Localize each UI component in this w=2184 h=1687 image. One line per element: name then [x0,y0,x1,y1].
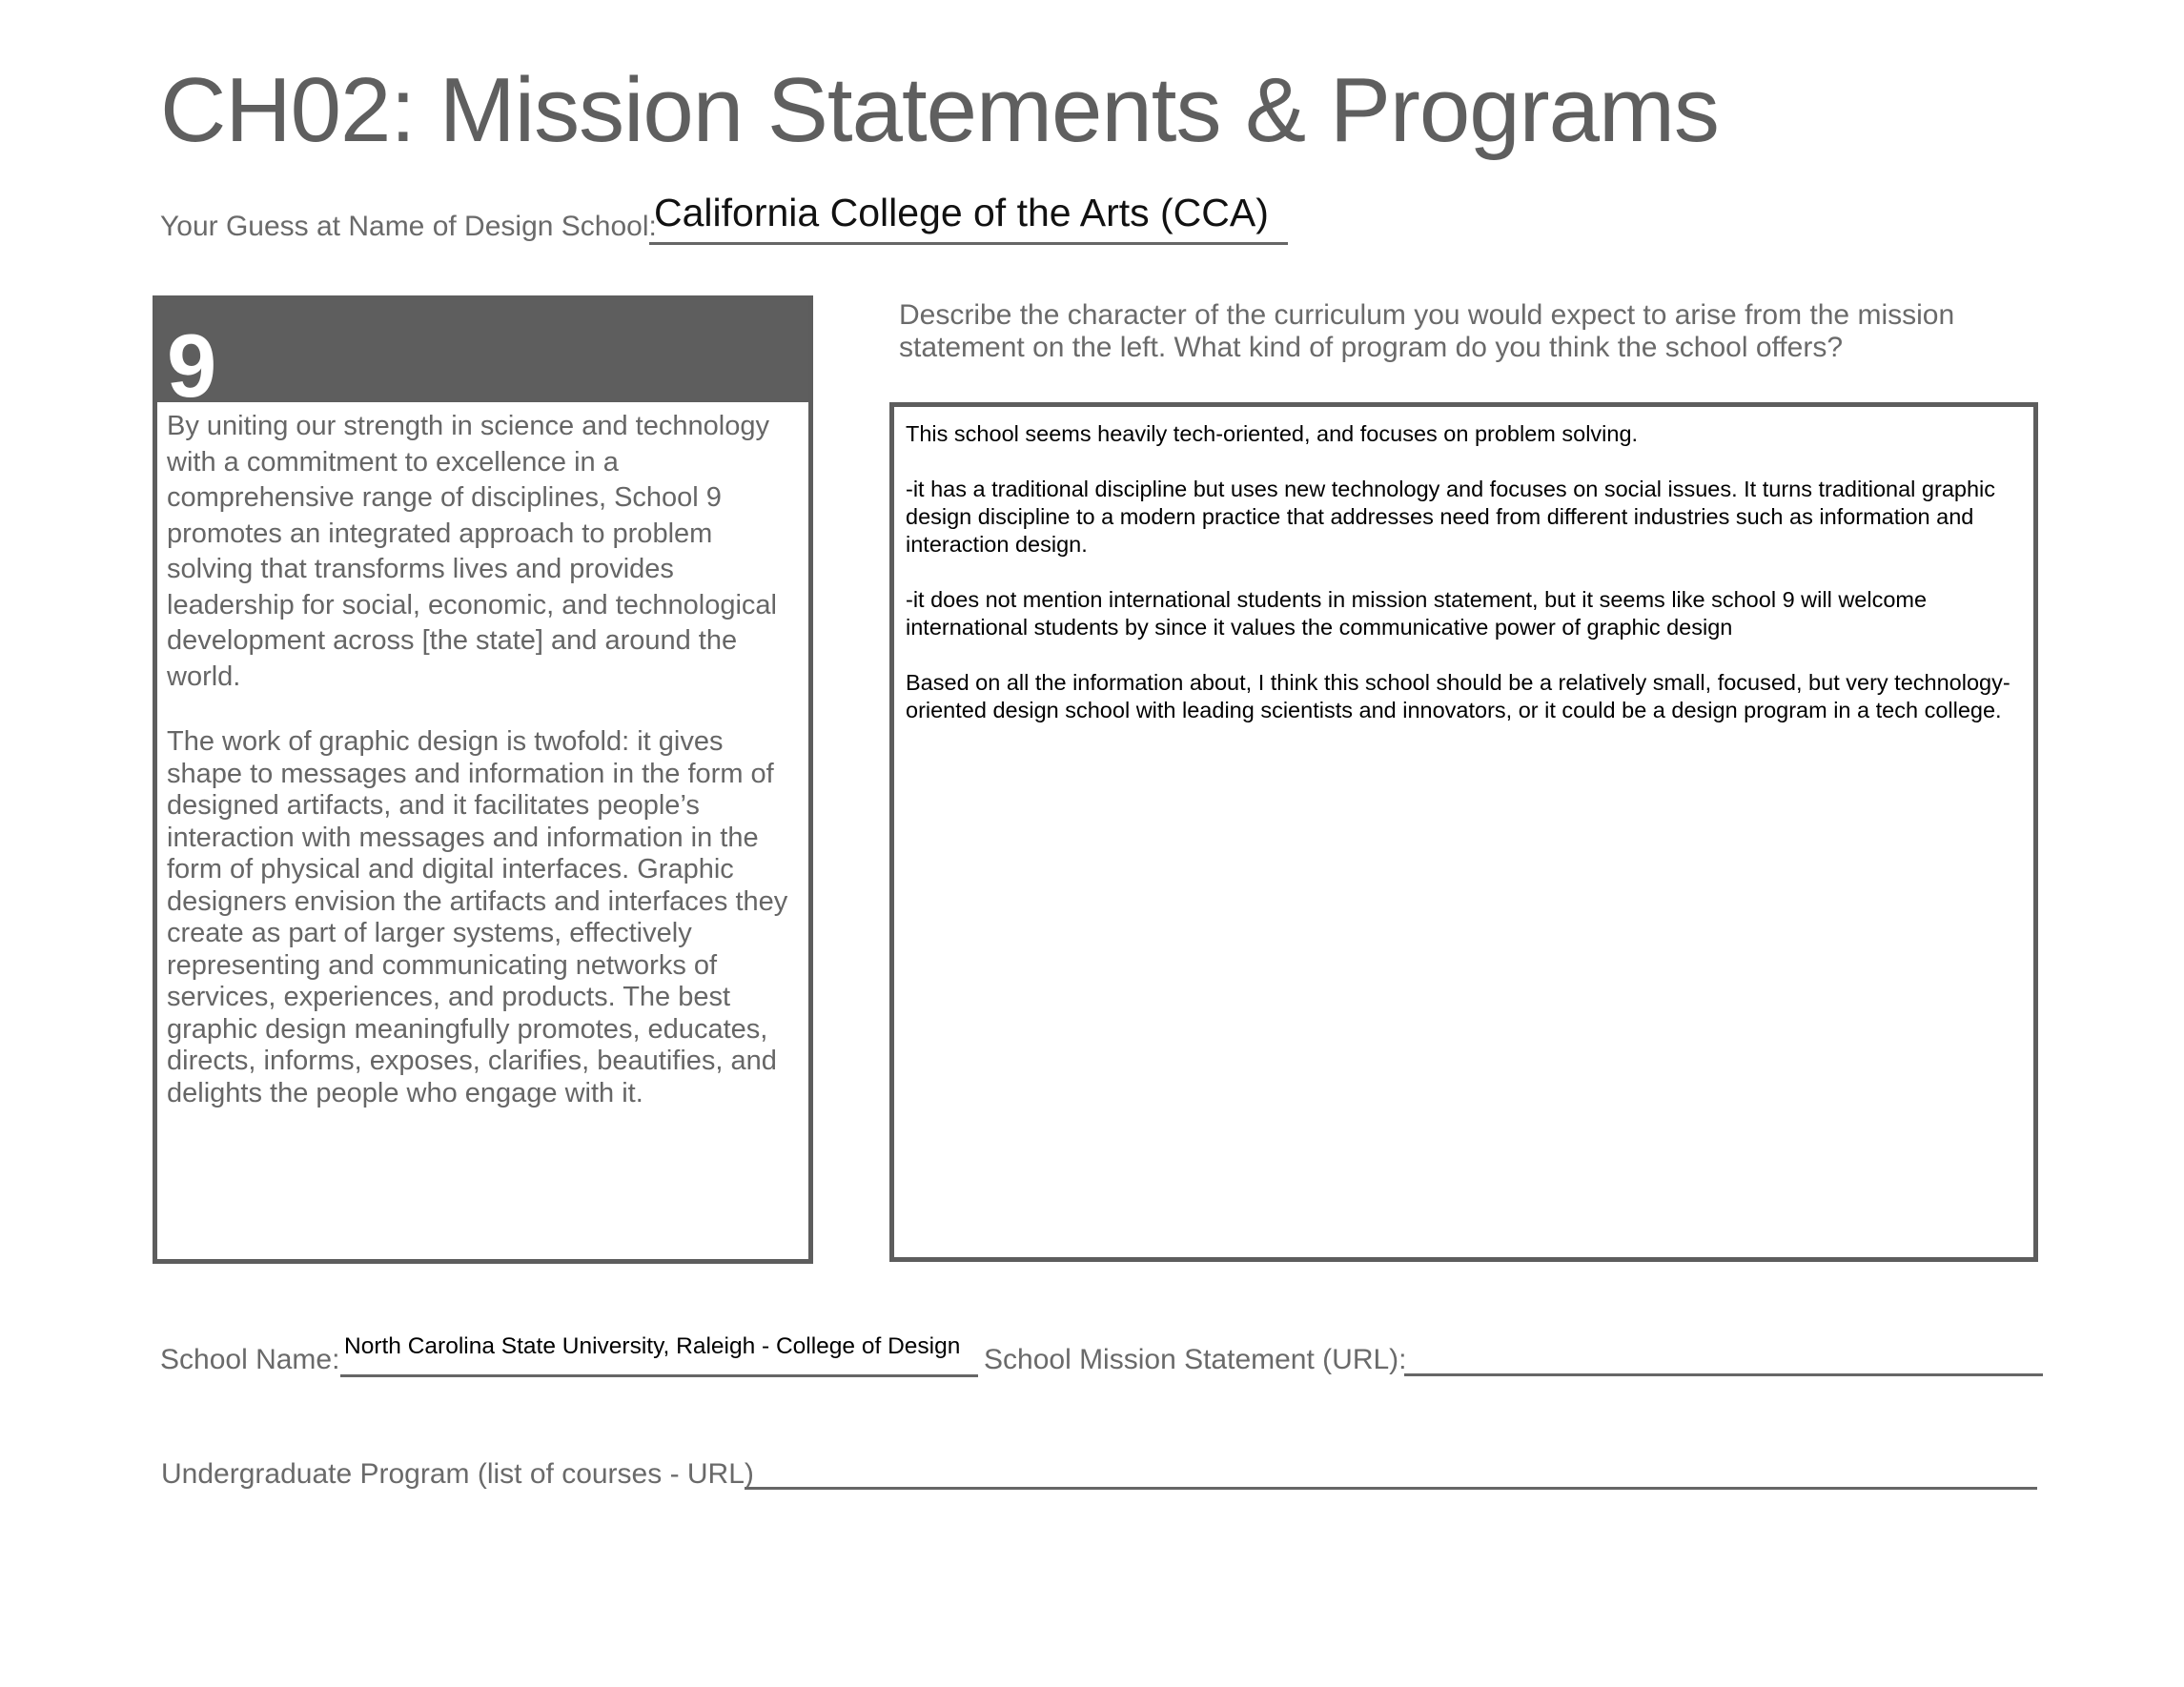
mission-url-input[interactable] [1404,1373,2043,1376]
answer-paragraph: -it has a traditional discipline but uses new technology and focuses on social issues. It turns traditional graphic design discipline to a modern practice that addresses need from different industries such as information and interaction design. [906,477,1995,557]
answer-paragraph: This school seems heavily tech-oriented, and focuses on problem solving. [906,421,1639,446]
answer-paragraph: Based on all the information about, I think this school should be a relatively small, focused, but very technology-oriented design school with leading scientists and innovators, or it could be a design program in a tech college. [906,670,2011,722]
card-header [157,300,808,402]
undergrad-program-input[interactable] [745,1487,2037,1490]
mission-url-label: School Mission Statement (URL): [984,1344,1407,1375]
school-name-underline [340,1374,978,1377]
curriculum-answer [906,420,2031,752]
school-card [153,295,813,1264]
guess-underline [649,242,1288,245]
answer-paragraph: -it does not mention international students in mission statement, but it seems like school 9 will welcome international students by since it values the communicative power of graphic design [906,587,1928,640]
page-title: CH02: Mission Statements & Programs [160,59,1719,161]
guess-label: Your Guess at Name of Design School: [160,211,657,242]
school-number: 9 [167,315,217,402]
curriculum-prompt: Describe the character of the curriculum you would expect to arise from the mission statement on the left. What kind of program do you think the school offers? [899,299,1955,363]
mission-statement [167,409,804,1109]
undergrad-program-label: Undergraduate Program (list of courses - URL) [161,1458,754,1490]
school-name-input[interactable]: North Carolina State University, Raleigh - College of Design [344,1333,961,1359]
curriculum-answer-box[interactable] [889,402,2038,1262]
guess-input[interactable]: California College of the Arts (CCA) [654,191,1269,234]
school-name-label: School Name: [160,1344,340,1375]
mission-paragraph: By uniting our strength in science and technology with a commitment to excellence in a comprehensive range of disciplines, School 9 promotes an integrated approach to problem solving that transforms lives and provides leadership for social, economic, and technological development across [the state] and around the world. [167,411,777,692]
mission-paragraph: The work of graphic design is twofold: it gives shape to messages and information in the form of designed artifacts, and it facilitates people’s interaction with messages and information in the form of physical and digital interfaces. Graphic designers envision the artifacts and interfaces they create as part of larger systems, effectively representing and communicating networks of services, experiences, and products. The best graphic design meaningfully promotes, educates, directs, informs, exposes, clarifies, beautifies, and delights the people who engage with it. [167,726,788,1108]
